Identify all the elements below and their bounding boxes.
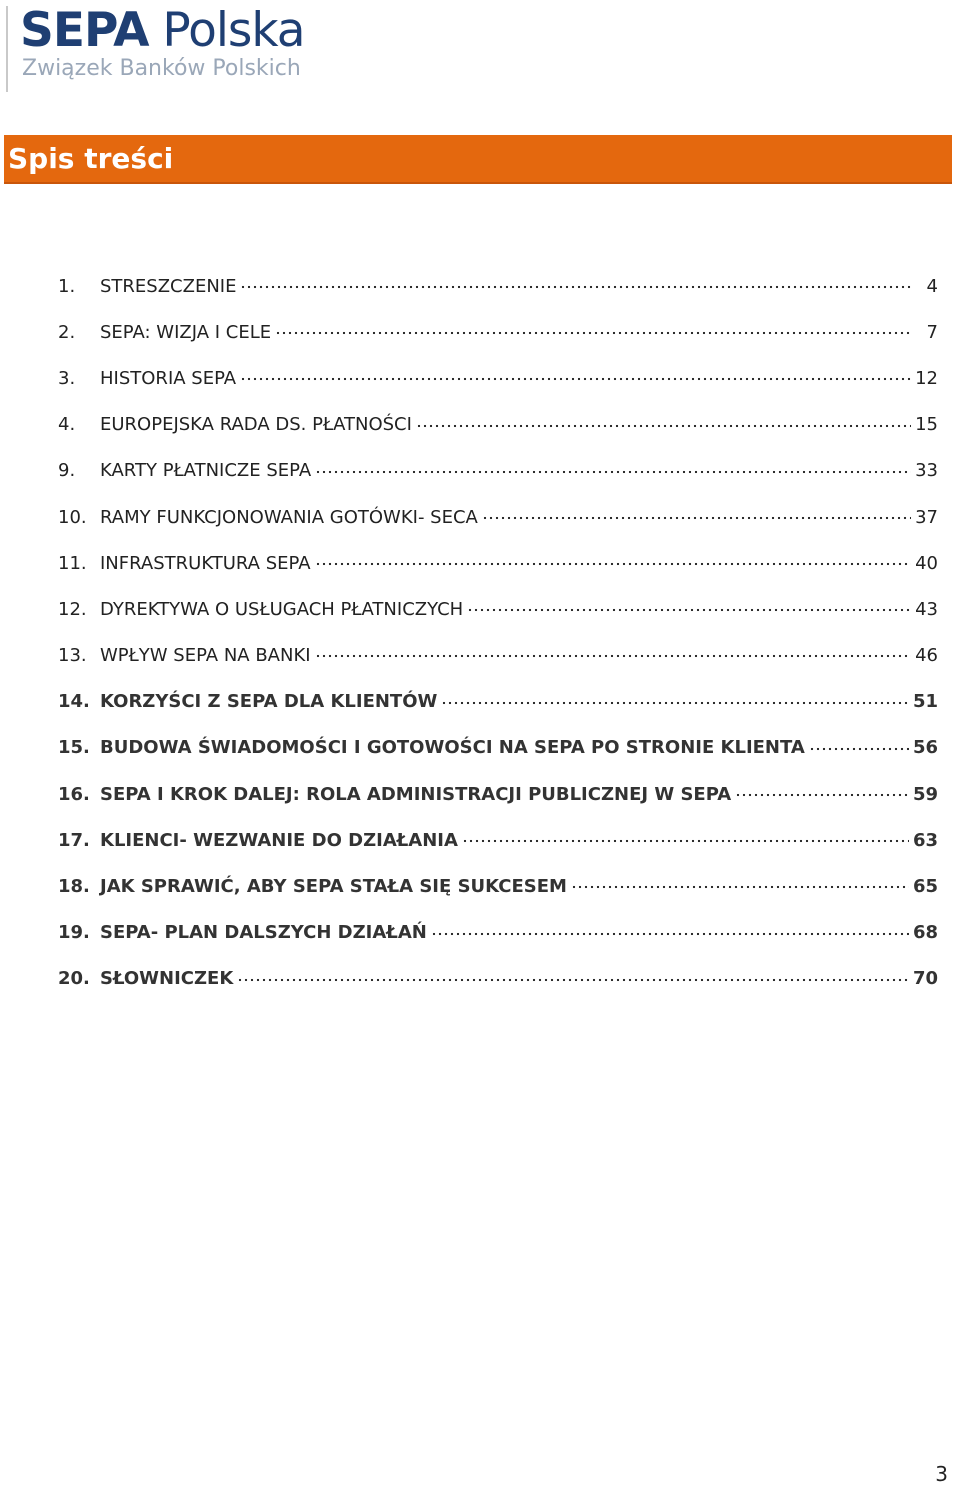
toc-entry-title: HISTORIA SEPA — [100, 367, 237, 389]
toc-entry-page: 12 — [915, 367, 938, 389]
toc-entry-number: 2. — [58, 321, 76, 343]
toc-entry[interactable] — [58, 778, 938, 824]
toc-dot-leader — [571, 870, 909, 892]
logo-wordmark — [20, 4, 305, 58]
toc-entry[interactable] — [58, 870, 938, 916]
toc-entry-title: JAK SPRAWIĆ, ABY SEPA STAŁA SIĘ SUKCESEM — [100, 876, 567, 898]
toc-entry-page: 43 — [915, 598, 938, 620]
toc-entry-number: 13. — [58, 645, 87, 667]
toc-dot-leader — [240, 362, 911, 384]
toc-entry-number: 11. — [58, 552, 87, 574]
toc-dot-leader — [315, 547, 912, 569]
toc-dot-leader — [416, 409, 911, 431]
toc-dot-leader — [482, 501, 911, 523]
toc-entry-page: 15 — [915, 414, 938, 436]
toc-dot-leader — [462, 824, 909, 846]
toc-entry-title: BUDOWA ŚWIADOMOŚCI I GOTOWOŚCI NA SEPA PO STRONIE KLIENTA — [100, 737, 805, 759]
toc-dot-leader — [315, 640, 912, 662]
toc-entry-number: 20. — [58, 968, 90, 990]
toc-dot-leader — [735, 778, 909, 800]
toc-entry[interactable] — [58, 593, 938, 639]
toc-entry-number: 3. — [58, 367, 76, 389]
toc-dot-leader — [240, 270, 912, 292]
toc-entry[interactable] — [58, 362, 938, 408]
toc-entry-page: 46 — [915, 645, 938, 667]
toc-entry-page: 40 — [915, 552, 938, 574]
logo-divider — [6, 6, 8, 92]
page-title: Spis treści — [8, 142, 174, 175]
section-heading-band — [4, 135, 952, 184]
toc-entry-number: 19. — [58, 922, 90, 944]
toc-entry-title: DYREKTYWA O USŁUGACH PŁATNICZYCH — [100, 598, 464, 620]
toc-entry-page: 51 — [912, 691, 938, 713]
toc-entry-title: KLIENCI- WEZWANIE DO DZIAŁANIA — [100, 829, 458, 851]
toc-entry[interactable] — [58, 824, 938, 870]
toc-dot-leader — [467, 593, 911, 615]
toc-entry[interactable] — [58, 501, 938, 547]
toc-entry-page: 7 — [926, 321, 938, 343]
toc-entry-page: 70 — [912, 968, 938, 990]
toc-entry[interactable] — [58, 640, 938, 686]
toc-entry[interactable] — [58, 270, 938, 316]
toc-entry-number: 15. — [58, 737, 90, 759]
toc-entry-page: 68 — [912, 922, 938, 944]
toc-entry-page: 56 — [912, 737, 938, 759]
toc-entry-title: KARTY PŁATNICZE SEPA — [100, 460, 312, 482]
toc-entry-number: 16. — [58, 783, 90, 805]
logo-sepa: SEPA — [20, 3, 149, 58]
toc-entry-title: WPŁYW SEPA NA BANKI — [100, 645, 311, 667]
toc-entry-page: 37 — [915, 506, 938, 528]
toc-entry-title: SŁOWNICZEK — [100, 968, 234, 990]
toc-entry-title: SEPA- PLAN DALSZYCH DZIAŁAŃ — [100, 922, 427, 944]
toc-entry-number: 10. — [58, 506, 87, 528]
toc-entry-number: 9. — [58, 460, 76, 482]
toc-entry-page: 59 — [912, 783, 938, 805]
toc-entry-title: SEPA: WIZJA I CELE — [100, 321, 272, 343]
toc-entry[interactable] — [58, 455, 938, 501]
toc-entry-title: EUROPEJSKA RADA DS. PŁATNOŚCI — [100, 414, 412, 436]
toc-dot-leader — [237, 963, 909, 985]
logo-polska: Polska — [162, 3, 305, 58]
toc-entry-page: 65 — [912, 876, 938, 898]
toc-entry-title: RAMY FUNKCJONOWANIA GOTÓWKI- SECA — [100, 506, 478, 528]
toc-entry-page: 63 — [912, 829, 938, 851]
toc-dot-leader — [431, 917, 909, 939]
toc-entry[interactable] — [58, 547, 938, 593]
table-of-contents — [58, 270, 938, 1009]
toc-entry-title: KORZYŚCI Z SEPA DLA KLIENTÓW — [100, 691, 438, 713]
toc-dot-leader — [441, 686, 909, 708]
toc-entry[interactable] — [58, 917, 938, 963]
toc-entry-number: 12. — [58, 598, 87, 620]
toc-entry[interactable] — [58, 686, 938, 732]
toc-entry-title: SEPA I KROK DALEJ: ROLA ADMINISTRACJI PUBLICZNEJ W SEPA — [100, 783, 732, 805]
toc-entry-page: 33 — [915, 460, 938, 482]
toc-entry-page: 4 — [926, 275, 938, 297]
toc-entry[interactable] — [58, 963, 938, 1009]
toc-entry[interactable] — [58, 409, 938, 455]
toc-entry-number: 18. — [58, 876, 90, 898]
toc-entry[interactable] — [58, 732, 938, 778]
toc-entry[interactable] — [58, 316, 938, 362]
page-number: 3 — [935, 1462, 948, 1486]
toc-entry-title: INFRASTRUKTURA SEPA — [100, 552, 311, 574]
toc-entry-number: 14. — [58, 691, 90, 713]
toc-dot-leader — [275, 316, 912, 338]
toc-entry-number: 17. — [58, 829, 90, 851]
toc-dot-leader — [315, 455, 911, 477]
toc-dot-leader — [809, 732, 909, 754]
logo-subtitle: Związek Banków Polskich — [22, 56, 301, 81]
toc-entry-number: 1. — [58, 275, 76, 297]
sepa-polska-logo — [0, 0, 330, 96]
toc-entry-number: 4. — [58, 414, 76, 436]
toc-entry-title: STRESZCZENIE — [100, 275, 237, 297]
